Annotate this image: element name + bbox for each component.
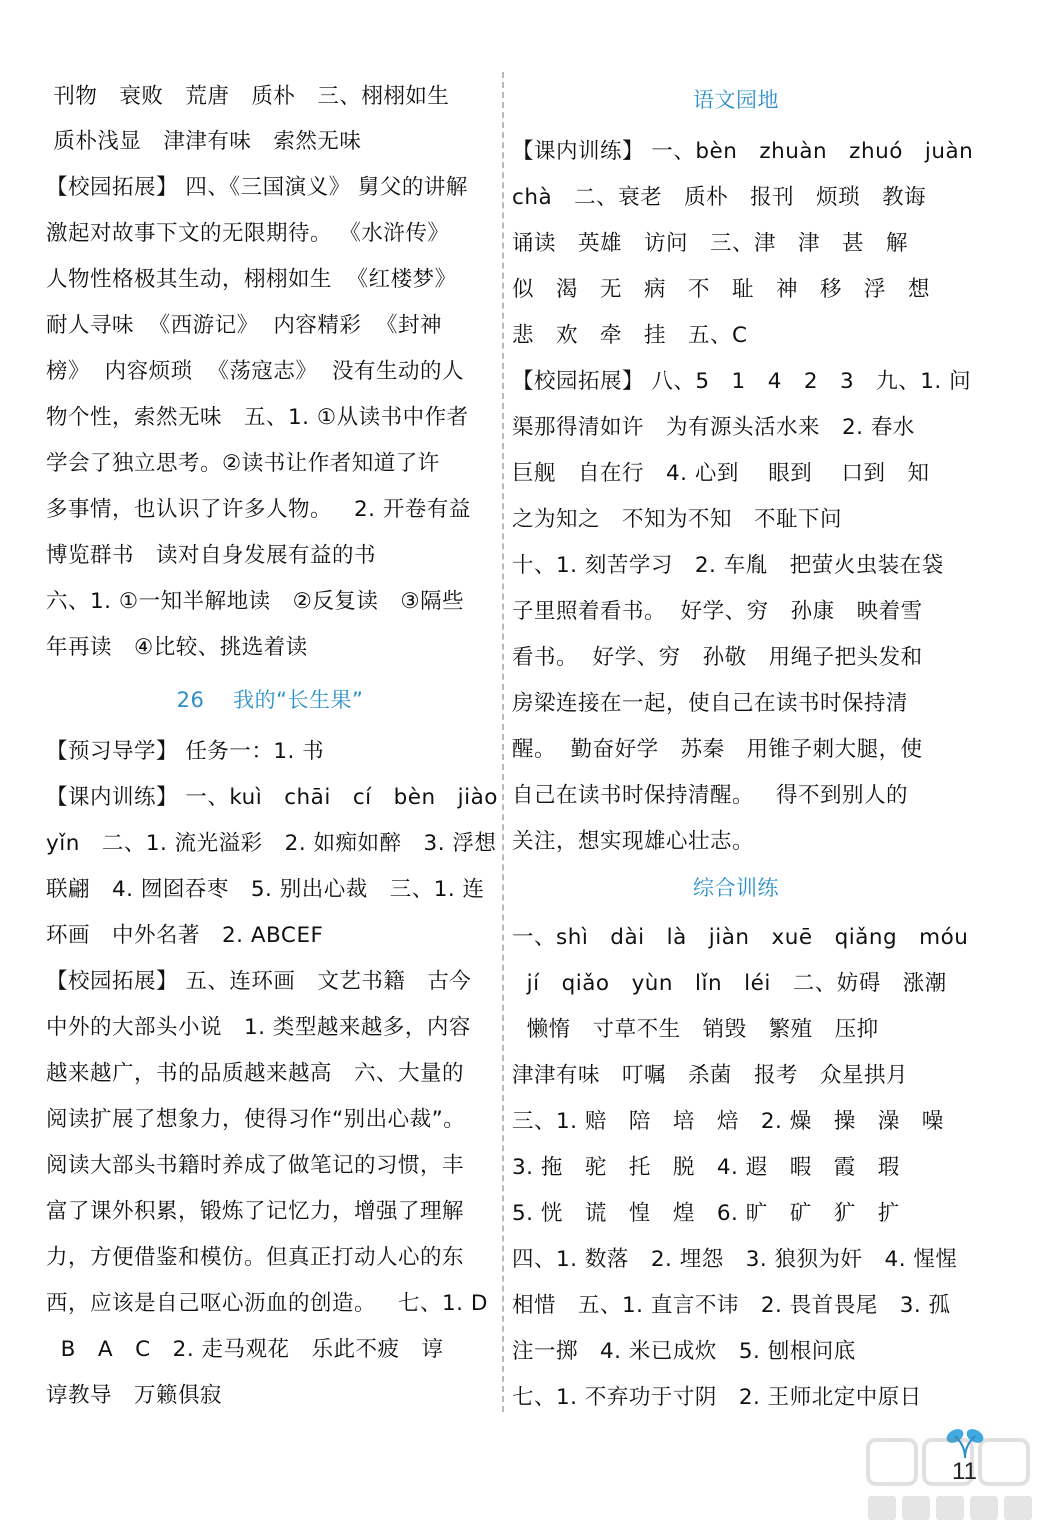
text-line: 【校园拓展】 四、《三国演义》 舅父的讲解 bbox=[46, 175, 468, 200]
text-line: chà 二、衰老 质朴 报刊 烦琐 教诲 bbox=[512, 185, 927, 210]
text-line: 物个性，索然无味 五、1. ①从读书中作者 bbox=[46, 405, 469, 430]
text-line: 阅读扩展了想象力，使得习作“别出心裁”。 bbox=[46, 1107, 466, 1132]
text-line: 阅读大部头书籍时养成了做笔记的习惯，丰 bbox=[46, 1153, 465, 1178]
text-line: 津津有味 叮嘱 杀菌 报考 众星拱月 bbox=[512, 1063, 909, 1088]
text-line: 谆教导 万籁俱寂 bbox=[46, 1383, 223, 1408]
text-line: 刊物 衰败 荒唐 质朴 三、栩栩如生 bbox=[46, 84, 450, 109]
text-line: 联翩 4. 囫囵吞枣 5. 别出心裁 三、1. 连 bbox=[46, 877, 485, 902]
text-line: 富了课外积累，锻炼了记忆力，增强了理解 bbox=[46, 1199, 465, 1224]
text-line: 一、shì dài là jiàn xuē qiǎng móu bbox=[512, 925, 969, 950]
text-line: 博览群书 读对自身发展有益的书 bbox=[46, 543, 377, 568]
text-line: 环画 中外名著 2. ABCEF bbox=[46, 923, 324, 948]
text-line: jí qiǎo yùn lǐn léi 二、妨碍 涨潮 bbox=[512, 971, 947, 996]
text-line: 六、1. ①一知半解地读 ②反复读 ③隔些 bbox=[46, 589, 465, 614]
text-line: 巨舰 自在行 4. 心到 眼到 口到 知 bbox=[512, 461, 930, 486]
text-line: 看书。 好学、穷 孙敬 用绳子把头发和 bbox=[512, 645, 923, 670]
text-line: 子里照着看书。 好学、穷 孙康 映着雪 bbox=[512, 599, 923, 624]
text-line: 力，方便借鉴和模仿。但真正打动人心的东 bbox=[46, 1245, 465, 1270]
text-line: 越来越广，书的品质越来越高 六、大量的 bbox=[46, 1061, 465, 1086]
text-line: 多事情，也认识了许多人物。 2. 开卷有益 bbox=[46, 497, 471, 522]
text-line: 质朴浅显 津津有味 索然无味 bbox=[46, 129, 362, 154]
text-line: 房梁连接在一起，使自己在读书时保持清 bbox=[512, 691, 909, 716]
text-line: 四、1. 数落 2. 埋怨 3. 狼狈为奸 4. 惺惺 bbox=[512, 1247, 958, 1272]
text-line: 懒惰 寸草不生 销毁 繁殖 压抑 bbox=[512, 1017, 879, 1042]
text-line: 学会了独立思考。②读书让作者知道了许 bbox=[46, 451, 440, 476]
text-line: 自己在读书时保持清醒。 得不到别人的 bbox=[512, 783, 909, 808]
text-line: 悲 欢 牵 挂 五、C bbox=[512, 323, 748, 348]
text-line: yǐn 二、1. 流光溢彩 2. 如痴如醉 3. 浮想 bbox=[46, 831, 497, 856]
text-line: 中外的大部头小说 1. 类型越来越多，内容 bbox=[46, 1015, 471, 1040]
text-line: 之为知之 不知为不知 不耻下问 bbox=[512, 507, 843, 532]
text-line: 关注，想实现雄心壮志。 bbox=[512, 829, 755, 854]
watermark-logo bbox=[858, 1432, 1036, 1528]
text-line: 【课内训练】 一、kuì chāi cí bèn jiào bbox=[46, 785, 498, 810]
text-line: 注一掷 4. 米已成炊 5. 刨根问底 bbox=[512, 1339, 856, 1364]
text-line: 七、1. 不弃功于寸阴 2. 王师北定中原日 bbox=[512, 1385, 922, 1410]
text-line: B A C 2. 走马观花 乐此不疲 谆 bbox=[46, 1337, 444, 1362]
text-line: 5. 恍 谎 惶 煌 6. 旷 矿 犷 扩 bbox=[512, 1201, 900, 1226]
section-heading-zonghe-xunlian: 综合训练 bbox=[693, 876, 779, 900]
text-line: 西，应该是自己呕心沥血的创造。 七、1. D bbox=[46, 1291, 488, 1316]
text-line: 【预习导学】 任务一：1. 书 bbox=[46, 739, 325, 764]
text-line: 年再读 ④比较、挑选着读 bbox=[46, 635, 308, 660]
text-line: 诵读 英雄 访问 三、津 津 甚 解 bbox=[512, 231, 909, 256]
text-line: 【校园拓展】 五、连环画 文艺书籍 古今 bbox=[46, 969, 472, 994]
text-line: 激起对故事下文的无限期待。 《水浒传》 bbox=[46, 221, 450, 246]
section-heading-yuwen-yuandi: 语文园地 bbox=[693, 88, 779, 112]
text-line: 渠那得清如许 为有源头活水来 2. 春水 bbox=[512, 415, 915, 440]
text-line: 【校园拓展】 八、5 1 4 2 3 九、1. 问 bbox=[512, 369, 972, 394]
text-line: 醒。 勤奋好学 苏秦 用锥子刺大腿，使 bbox=[512, 737, 923, 762]
text-line: 【课内训练】 一、bèn zhuàn zhuó juàn bbox=[512, 139, 974, 164]
text-line: 三、1. 赔 陪 培 焙 2. 燥 操 澡 噪 bbox=[512, 1109, 944, 1134]
text-line: 人物性格极其生动，栩栩如生 《红楼梦》 bbox=[46, 267, 457, 292]
page-number: 11 bbox=[952, 1458, 977, 1485]
column-divider bbox=[502, 72, 504, 1412]
text-line: 3. 拖 驼 托 脱 4. 遐 暇 霞 瑕 bbox=[512, 1155, 900, 1180]
section-heading-lesson-26: 26 我的“长生果” bbox=[176, 688, 364, 712]
text-line: 榜》 内容烦琐 《荡寇志》 没有生动的人 bbox=[46, 359, 465, 384]
text-line: 似 渴 无 病 不 耻 神 移 浮 想 bbox=[512, 277, 931, 302]
text-line: 相惜 五、1. 直言不讳 2. 畏首畏尾 3. 孤 bbox=[512, 1293, 951, 1318]
text-line: 十、1. 刻苦学习 2. 车胤 把萤火虫装在袋 bbox=[512, 553, 944, 578]
text-line: 耐人寻味 《西游记》 内容精彩 《封神 bbox=[46, 313, 443, 338]
